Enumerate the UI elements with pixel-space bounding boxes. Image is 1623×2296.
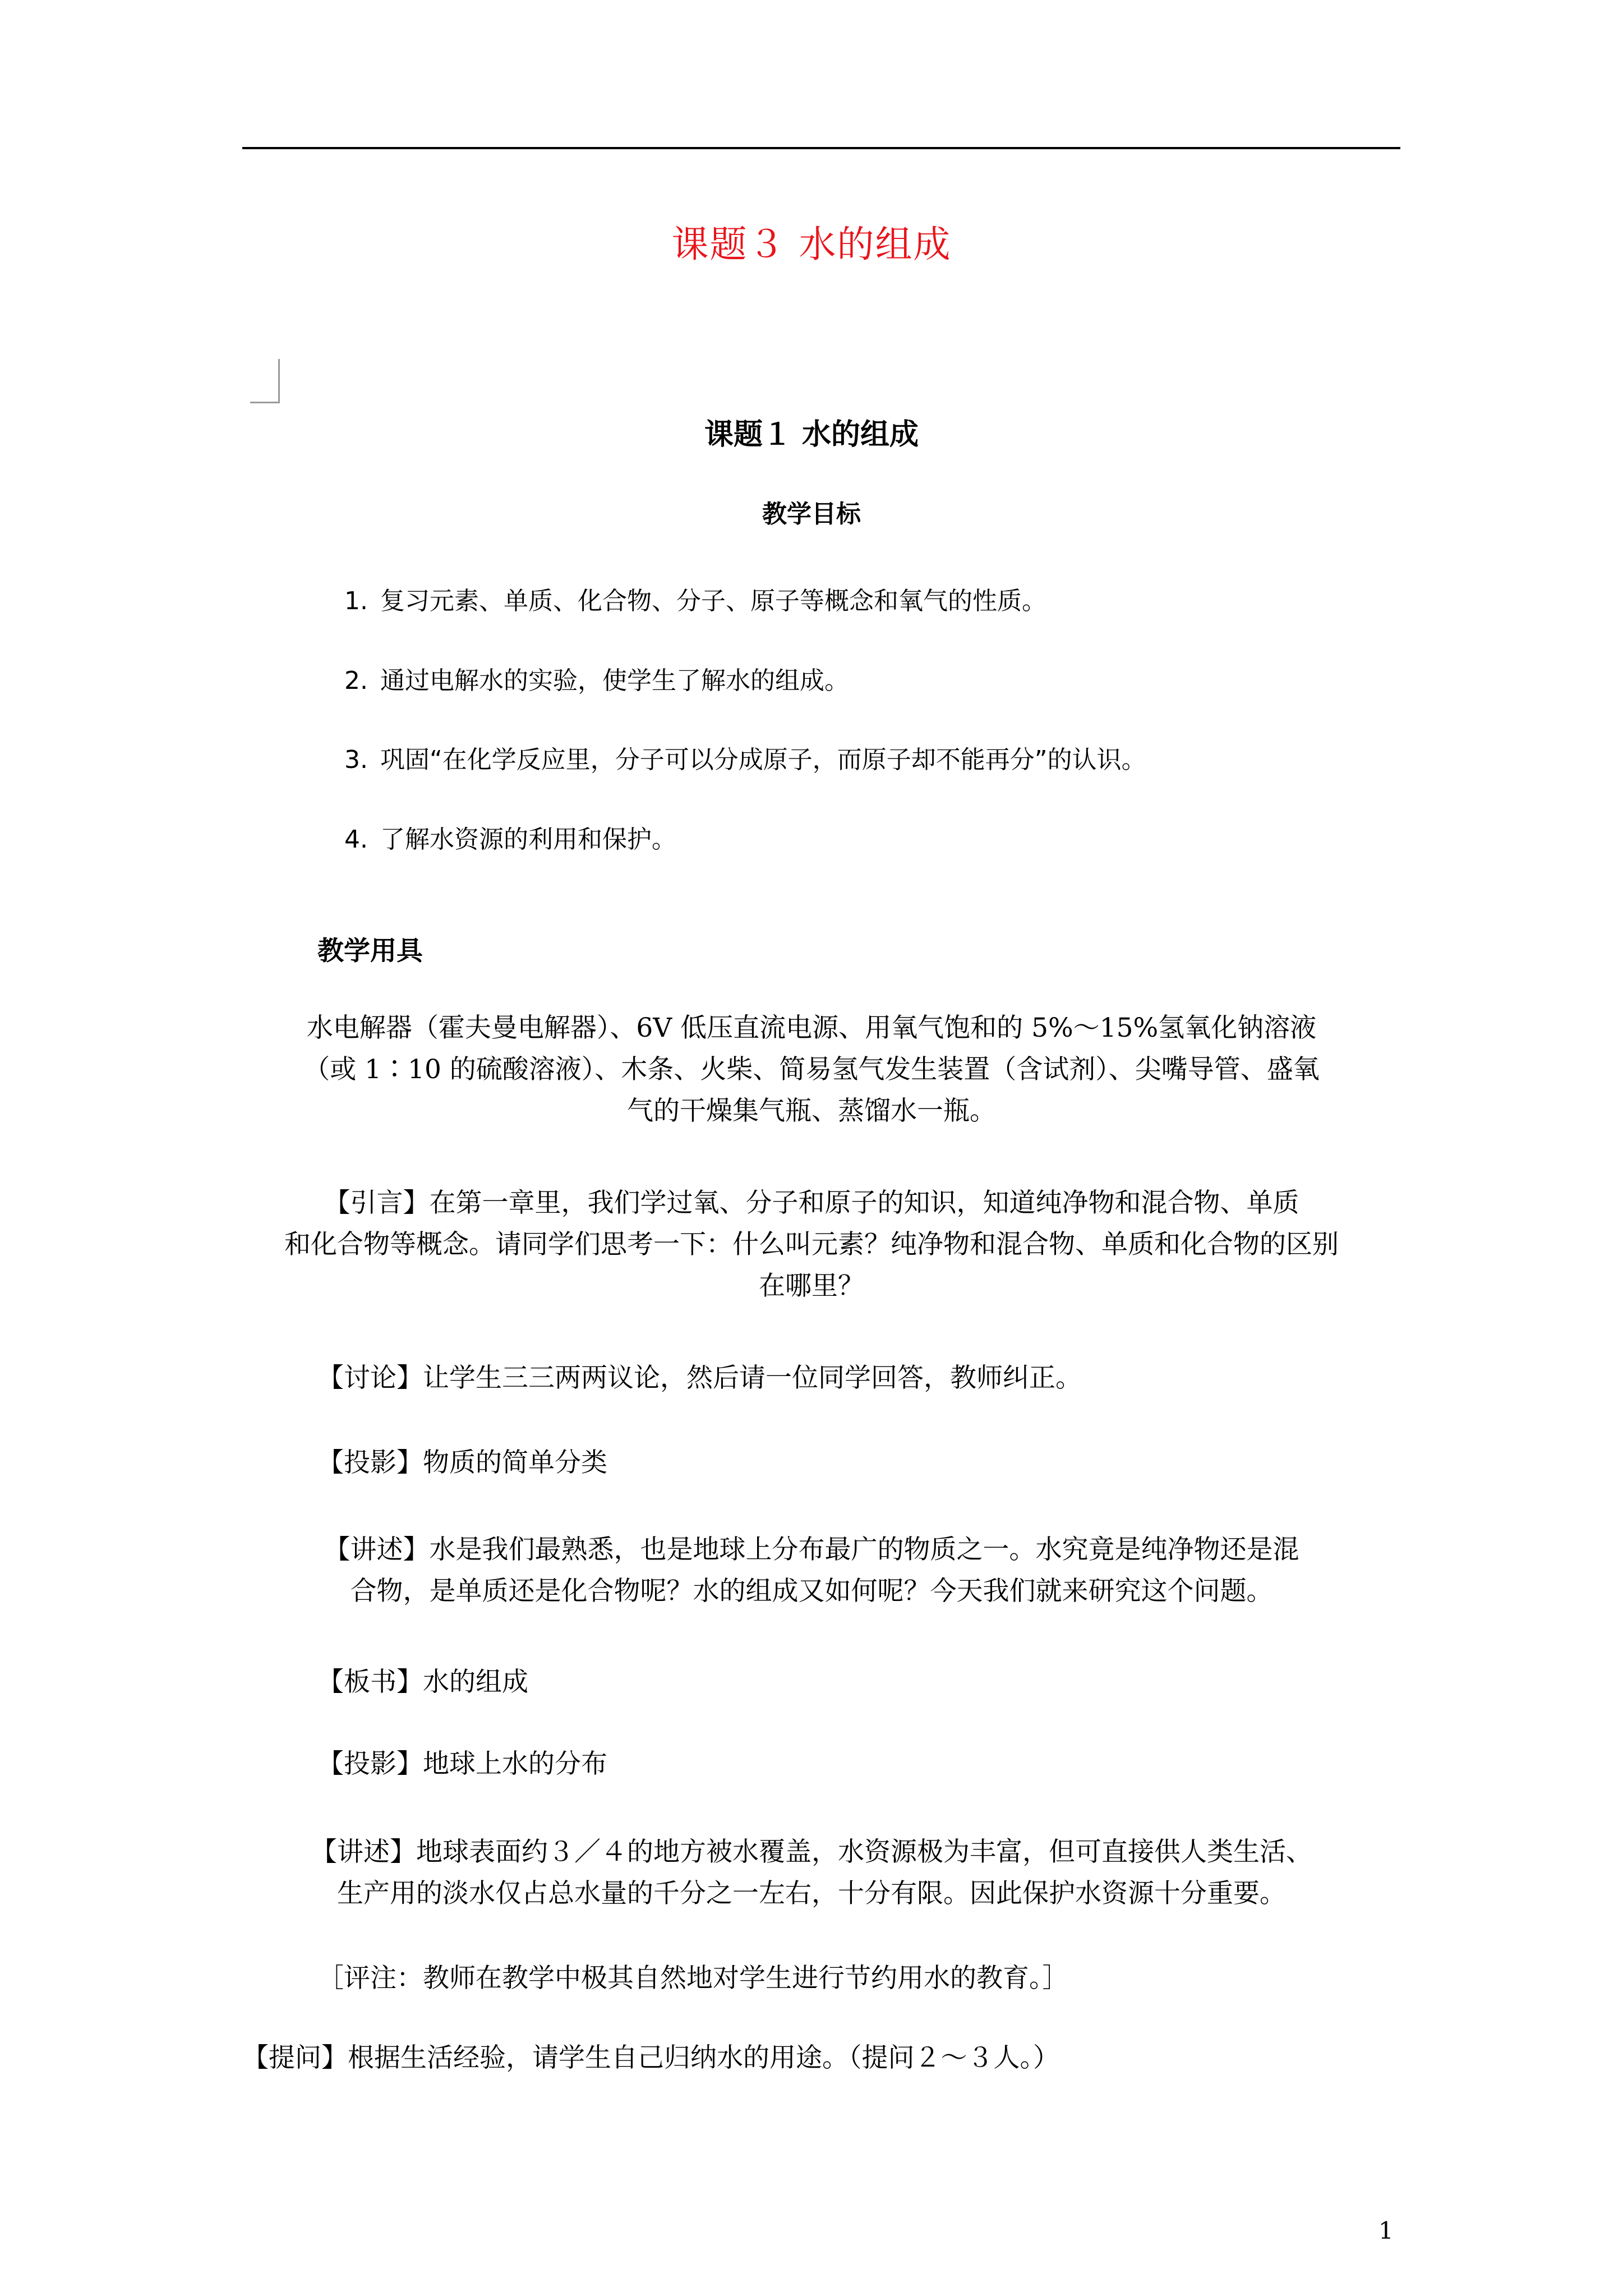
- goal-text: 巩固“在化学反应里，分子可以分成原子，而原子却不能再分”的认识。: [380, 746, 1146, 774]
- document-title: 课题３ 水的组成: [671, 223, 952, 266]
- goal-number: 4.: [344, 825, 368, 854]
- lecture-line: 生产用的淡水仅占总水量的千分之一左右，十分有限。因此保护水资源十分重要。: [337, 1878, 1286, 1909]
- lecture-line: 合物，是单质还是化合物呢？水的组成又如何呢？今天我们就来研究这个问题。: [350, 1576, 1273, 1607]
- comment-paragraph: ［评注：教师在教学中极其自然地对学生进行节约用水的教育。］: [317, 1963, 1069, 1994]
- tools-line: （或 1∶10 的硫酸溶液）、木条、火柴、简易氢气发生装置（含试剂）、尖嘴导管、盛氧: [303, 1054, 1320, 1085]
- question-paragraph: 【提问】根据生活经验，请学生自己归纳水的用途。（提问２～３人。）: [242, 2042, 1059, 2073]
- goal-item: [344, 660, 849, 696]
- lecture-line: 【讲述】地球表面约３／４的地方被水覆盖，水资源极为丰富，但可直接供人类生活、: [311, 1837, 1312, 1867]
- goal-item: [344, 739, 1146, 775]
- tools-line: 气的干燥集气瓶、蒸馏水一瓶。: [627, 1096, 996, 1126]
- page-number: 1: [1378, 2217, 1394, 2244]
- projection-paragraph: 【投影】物质的简单分类: [317, 1447, 607, 1478]
- goal-item: [344, 819, 676, 855]
- goal-text: 了解水资源的利用和保护。: [380, 825, 676, 854]
- goal-number: 1.: [344, 587, 368, 615]
- tools-line: 水电解器（霍夫曼电解器）、6V 低压直流电源、用氧气饱和的 5%～15%氢氧化钠溶液: [306, 1013, 1317, 1043]
- intro-line: 【引言】在第一章里，我们学过氧、分子和原子的知识，知道纯净物和混合物、单质: [324, 1188, 1299, 1218]
- image-corner-mark: [250, 359, 280, 403]
- lesson-image-subtitle: 教学目标: [762, 500, 861, 528]
- lesson-image-title: 课题１ 水的组成: [704, 418, 919, 452]
- lecture-line: 【讲述】水是我们最熟悉，也是地球上分布最广的物质之一。水究竟是纯净物还是混: [324, 1534, 1299, 1565]
- header-rule: [242, 147, 1400, 149]
- goal-number: 3.: [344, 746, 368, 774]
- tools-heading: 教学用具: [317, 936, 423, 967]
- intro-line: 在哪里？: [759, 1271, 864, 1301]
- discussion-paragraph: 【讨论】让学生三三两两议论，然后请一位同学回答，教师纠正。: [317, 1363, 1082, 1393]
- goal-number: 2.: [344, 666, 368, 695]
- goal-text: 复习元素、单质、化合物、分子、原子等概念和氧气的性质。: [380, 587, 1046, 615]
- board-paragraph: 【板书】水的组成: [317, 1667, 528, 1697]
- goal-item: [344, 581, 1046, 616]
- goal-text: 通过电解水的实验，使学生了解水的组成。: [380, 666, 849, 695]
- intro-line: 和化合物等概念。请同学们思考一下：什么叫元素？纯净物和混合物、单质和化合物的区别: [284, 1229, 1339, 1260]
- projection-paragraph: 【投影】地球上水的分布: [317, 1749, 607, 1779]
